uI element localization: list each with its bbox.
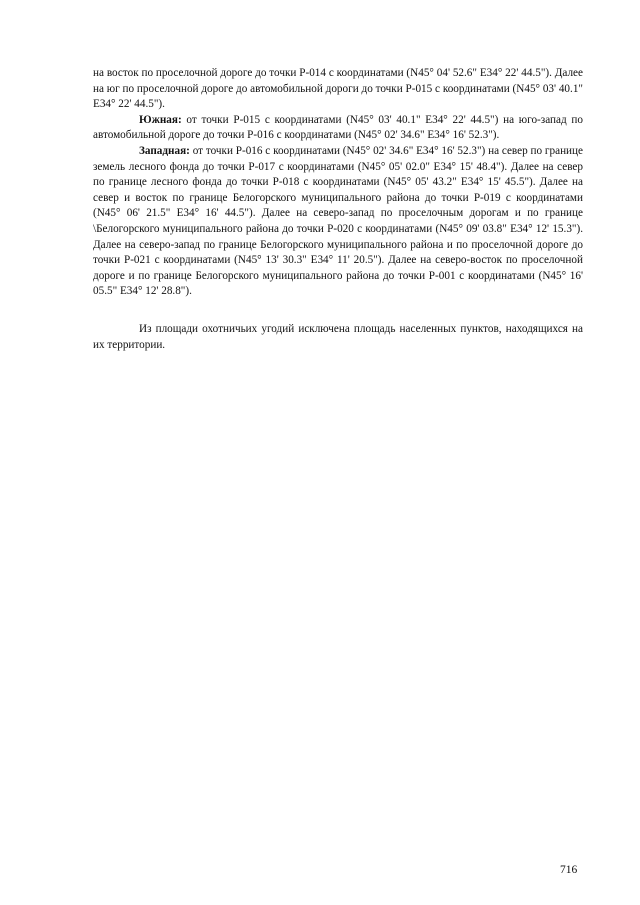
paragraph-text: на восток по проселочной дороге до точки Р-014 с координатами (N45° 04' 52.6" E34° 22' 44.5"). Далее на юг по проселочной дороге до автомобильной дороги до точки Р-015 с координатами (N45° 03' 40.1" E34° 22' 44.5"). <box>93 67 583 111</box>
paragraph-text: от точки Р-016 с координатами (N45° 02' 34.6" E34° 16' 52.3") на север по границе земель лесного фонда до точки Р-017 с координатами (N45° 05' 02.0" E34° 15' 48.4"). Далее на север по границе лесного фонда до точки Р-018 с координатами (N45° 05' 43.2" E34° 15' 45.5"). Далее на север и восток по границе Белогорского муниципального района до точки Р-019 с координатами (N45° 06' 21.5" E34° 16' 44.5"). Далее на северо-запад по проселочным дорогам и по границе \Белогорского муниципального района до точки Р-020 с координатами (N45° 09' 03.8" E34° 12' 15.3"). Далее на северо-запад по границе Белогорского муниципального района и по проселочной дороге до точки Р-021 с координатами (N45° 13' 30.3" E34° 11' 20.5"). Далее на северо-восток по проселочной дороге и по границе Белогорского муниципального района до точки Р-001 с координатами (N45° 16' 05.5" E34° 12' 28.8"). <box>93 144 583 298</box>
section-heading-west: Западная: <box>139 144 190 157</box>
page-number: 716 <box>560 864 578 876</box>
paragraph-exclusion-note <box>93 322 583 353</box>
paragraph-west-boundary <box>93 144 583 300</box>
paragraph-south-boundary <box>93 113 583 144</box>
document-body <box>93 66 583 353</box>
paragraph-east-continued <box>93 66 583 113</box>
section-heading-south: Южная: <box>139 113 182 126</box>
paragraph-text: Из площади охотничьих угодий исключена площадь населенных пунктов, находящихся на их территории. <box>93 322 583 351</box>
paragraph-text: от точки Р-015 с координатами (N45° 03' 40.1" E34° 22' 44.5") на юго-запад по автомобильной дороге до точки Р-016 с координатами (N45° 02' 34.6" E34° 16' 52.3"). <box>93 113 583 142</box>
